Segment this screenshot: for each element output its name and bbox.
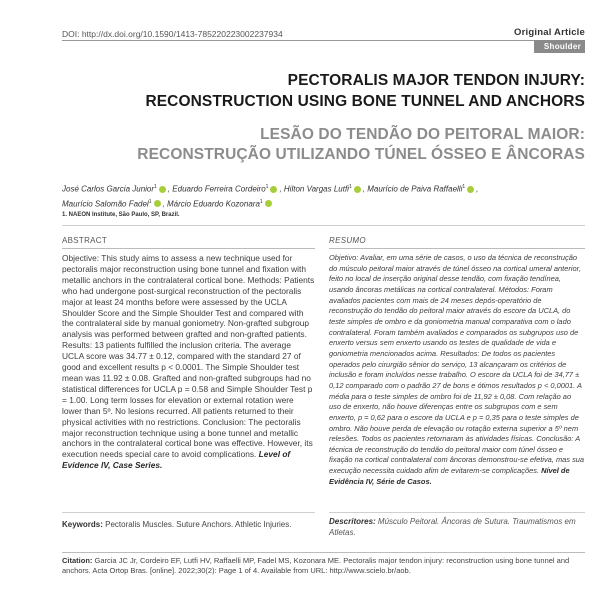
keywords-divider-right [329, 512, 585, 513]
resumo-text: Objetivo: Avaliar, em uma série de casos, o uso da técnica de reconstrução do músculo peitoral maior através de túnel ósseo na cortical umeral anterior, feito no local de inserção original desse tendão, com fixação tendínea, usando âncoras metálicas na cortical contralateral. Métodos: Foram avaliados pacientes com mais de 24 meses depós-operatório de reconstrução do tendão do peitoral maior através do escore da UCLA, do teste simples de ombro e da goniometria manual comparativa com o lado contralateral. Foram também avaliados e comparados os subgrupos uso de enxerto versus sem enxerto usando os testes de qualidade de vida e goniometria mencionados acima. Resultados: De todos os pacientes operados pelo cirurgião sênior do serviço, 13 alcançaram os critérios de inclusão e foram incluídos nesse trabalho. O escore da UCLA foi de 34,77 ± 0,12 comparado com o padrão 27 de bons e ótimos resultados p < 0,0001. A média para o teste simples de ombro foi de 11,92 ± 0,08. Com relação ao uso de enxerto, não houve diferenças entre os subgrupos com e sem enxerto, p = 0,62 para o escore da UCLA e p = 0,35 para o teste simples de ombro. Não houve perda de elevação ou rotação externa superior a 5º nem relesões. Todos os pacientes retornaram às atividades físicas. Conclusão: A técnica de reconstrução do tendão do peitoral maior com túnel ósseo e fixação na cortical contralateral com âncoras demonstrou-se efetiva, mas sua execução necessita cuidado afim de evitarem-se complicações. [329, 253, 585, 476]
resumo-column [329, 236, 585, 487]
author-name: Maurício de Paiva Raffaelli [367, 184, 463, 194]
affiliation: 1. NAEON Institute, São Paulo, SP, Brazil. [62, 212, 180, 218]
keywords-label: Keywords: [62, 520, 103, 529]
orcid-icon[interactable] [159, 186, 166, 193]
header-divider [62, 40, 585, 41]
resumo-body [329, 253, 585, 487]
title-en-line2: RECONSTRUCTION USING BONE TUNNEL AND ANCHORS [145, 93, 585, 110]
citation [62, 556, 585, 576]
citation-divider [62, 552, 585, 553]
keywords-portuguese [329, 516, 585, 538]
section-tab: Shoulder [534, 40, 585, 53]
keywords-text: Pectoralis Muscles. Suture Anchors. Athletic Injuries. [105, 520, 292, 529]
author-name: Maurício Salomão Fadel [62, 199, 149, 209]
title-en-line1: PECTORALIS MAJOR TENDON INJURY: [287, 72, 585, 89]
orcid-icon[interactable] [265, 200, 272, 207]
author-affiliation-mark: 1 [148, 198, 152, 205]
abstract-column [62, 236, 315, 471]
title-portuguese [65, 125, 585, 165]
orcid-icon[interactable] [154, 200, 161, 207]
citation-label: Citation: [62, 556, 93, 565]
keywords-divider-left [62, 512, 315, 513]
author-list: José Carlos Garcia Junior$^1$ , Eduardo Ferreira Cordeiro$^1$ , Hilton Vargas Lutfi$^1$ , Maurício de Paiva Raffaelli$^1$ , Maurício Salomão Fadel$^1$ , Márcio Eduardo Kozonara$^1$ [62, 184, 479, 209]
author-affiliation-mark: 1 [462, 184, 466, 190]
title-english [65, 70, 585, 112]
citation-text: Garcia JC Jr, Cordeiro EF, Lutfi HV, Raffaelli MP, Fadel MS, Kozonara ME. Pectoralis major tendon injury: reconstruction using bone tunnel and anchors. Acta Ortop Bras. [online]. 2022;30(2): Page 1 of 4. Available from URL: http://www.scielo.br/aob. [62, 556, 570, 575]
article-type: Original Article [514, 27, 585, 38]
author-affiliation-mark: 1 [259, 198, 263, 205]
resumo-heading: RESUMO [329, 236, 585, 249]
title-pt-line2: RECONSTRUÇÃO UTILIZANDO TÚNEL ÓSSEO E ÂNCORAS [137, 146, 585, 163]
abstract-heading: ABSTRACT [62, 236, 315, 249]
affiliation-divider [62, 225, 585, 226]
keywords-english [62, 520, 315, 529]
author-name: Márcio Eduardo Kozonara [166, 199, 260, 209]
orcid-icon[interactable] [467, 186, 474, 193]
author-name: Hilton Vargas Lutfi [283, 184, 349, 194]
author-name: José Carlos Garcia Junior [62, 184, 155, 194]
descritores-text: Músculo Peitoral. Âncoras de Sutura. Traumatismos em Atletas. [329, 517, 576, 537]
descritores-label: Descritores: [329, 517, 376, 526]
abstract-body [62, 253, 315, 471]
author-name: Eduardo Ferreira Cordeiro [172, 184, 266, 194]
abstract-level-of-evidence: Level of Evidence IV, Case Series. [62, 449, 291, 471]
author-affiliation-mark: 1 [348, 184, 352, 190]
orcid-icon[interactable] [354, 186, 361, 193]
abstract-text: Objective: This study aims to assess a new technique used for pectoralis major reconstruction using bone tunnel and fixation with metallic anchors in the contralateral cortical bone. Methods: Patients who had undergone post-surgical reconstruction of the pectoralis major at least 24 months before were assessed by the UCLA Shoulder Score and the Simple Shoulder Test and compared with the contralateral side by manual goniometry. Non-grafted subgroup analysis was performed between grafted and non-grafted patients. Results: 13 patients fulfilled the inclusion criteria. The average UCLA score was 34.77 ± 0.12, compared with the standard 27 of good and excellent results p < 0.0001. The Simple Shoulder test mean was 11.92 ± 0.08. Grafted and non-grafted subgroups had no statistical differences for UCLA p = 0.58 and Simple Shoulder Test p = 1.00. Long term losses for elevation or external rotation were lower than 5º. No lesions recurred. All patients returned to their physical activities with no restrictions. Conclusion: The pectoralis major reconstruction technique using a bone tunnel and metallic anchors in the contralateral cortical bone was effective. However, its execution needs special care to avoid complications. [62, 253, 315, 460]
author-affiliation-mark: 1 [154, 184, 157, 190]
author-affiliation-mark: 1 [265, 184, 269, 190]
doi-link[interactable]: DOI: http://dx.doi.org/10.1590/1413-785220223002237934 [62, 29, 283, 39]
title-pt-line1: LESÃO DO TENDÃO DO PEITORAL MAIOR: [260, 126, 585, 143]
resumo-level-of-evidence: Nível de Evidência IV, Série de Casos. [329, 466, 570, 486]
orcid-icon[interactable] [270, 186, 277, 193]
